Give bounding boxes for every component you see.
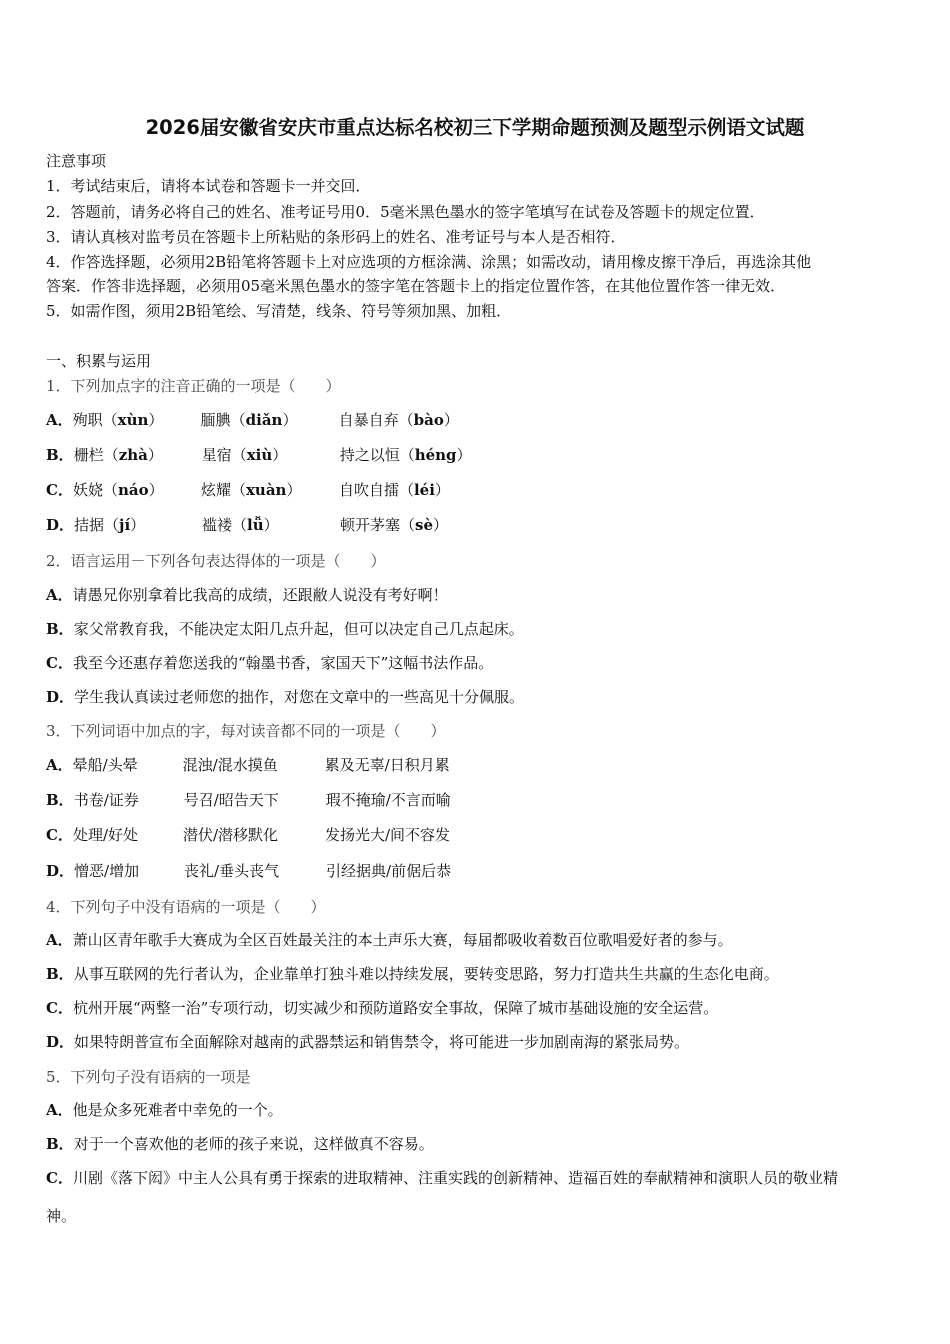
pinyin: xiù: [246, 446, 273, 464]
paren: ）: [443, 411, 459, 429]
notice-heading: 注意事项: [46, 152, 107, 170]
option-word: 褴褛（: [202, 516, 248, 534]
paren: ）: [286, 481, 302, 499]
pinyin: bào: [413, 411, 444, 429]
option-word: 拮据（: [74, 516, 120, 534]
option-row: [46, 1032, 689, 1052]
option-word: 栅栏（: [73, 446, 119, 464]
question-stem: 2．语言运用－下列各句表达得体的一项是（ ）: [46, 552, 386, 570]
option-text: 杭州开展“两整一治”专项行动，切实减少和预防道路安全事故，保障了城市基础设施的安全运营。: [72, 999, 719, 1017]
pinyin: zhà: [118, 446, 148, 464]
option-label: D．: [46, 516, 75, 534]
option-text: 家父常教育我，不能决定太阳几点升起，但可以决定自己几点起床。: [73, 620, 524, 638]
option-text: 从事互联网的先行者认为，企业靠单打独斗难以持续发展，要转变思路，努力打造共生共赢的生态化电商。: [73, 965, 779, 983]
option-word: 殉职（: [72, 411, 118, 429]
option-row: [46, 1100, 283, 1120]
option-label: D．: [46, 688, 75, 706]
option-label: C．: [46, 654, 73, 672]
option-word: 丧礼/垂头丧气: [184, 862, 280, 880]
option-label: D．: [46, 1033, 75, 1051]
option-label: B．: [46, 965, 74, 983]
notice-item: 4．作答选择题，必须用2B铅笔将答题卡上对应选项的方框涂满、涂黑；如需改动，请用橡皮擦干净后，再选涂其他: [46, 253, 812, 271]
option-row: [46, 790, 451, 810]
option-row: [46, 653, 493, 673]
option-word: 顿开茅塞（: [340, 516, 416, 534]
option-word: 持之以恒（: [339, 446, 415, 464]
option-row: [46, 445, 472, 465]
paren: ）: [272, 446, 288, 464]
notice-item: 1．考试结束后，请将本试卷和答题卡一并交回．: [46, 177, 371, 195]
option-label: A．: [46, 756, 73, 774]
option-row: [46, 480, 450, 500]
option-text: 对于一个喜欢他的老师的孩子来说，这样做真不容易。: [73, 1135, 434, 1153]
option-label: D．: [46, 862, 75, 880]
page-title: 2026届安徽省安庆市重点达标名校初三下学期命题预测及题型示例语文试题: [145, 116, 805, 139]
option-word: 腼腆（: [200, 411, 246, 429]
pinyin: jí: [119, 516, 131, 534]
option-word: 星宿（: [201, 446, 247, 464]
option-word: 晕船/头晕: [72, 756, 138, 774]
option-label: C．: [46, 999, 73, 1017]
option-text-continued: 神。: [46, 1207, 77, 1225]
notice-item: 5．如需作图，须用2B铅笔绘、写清楚，线条、符号等须加黑、加粗．: [46, 302, 512, 320]
option-word: 处理/好处: [72, 826, 139, 844]
option-row: [46, 825, 450, 845]
pinyin: xuàn: [245, 481, 287, 499]
paren: ）: [130, 516, 146, 534]
option-label: A．: [46, 586, 73, 604]
notice-item: 3．请认真核对监考员在答题卡上所粘贴的条形码上的姓名、准考证号与本人是否相符．: [46, 228, 626, 246]
option-word: 号召/昭告天下: [183, 791, 279, 809]
option-word: 发扬光大/间不容发: [324, 826, 451, 844]
option-label: C．: [46, 1169, 73, 1187]
option-row: [46, 687, 524, 707]
paren: ）: [433, 516, 449, 534]
pinyin: lǚ: [247, 516, 264, 534]
question-stem: 3．下列词语中加点的字，每对读音都不同的一项是（ ）: [46, 722, 446, 740]
question-stem: 1．下列加点字的注音正确的一项是（ ）: [46, 377, 341, 395]
option-row: [46, 515, 448, 535]
option-word: 潜伏/潜移默化: [182, 826, 279, 844]
option-row: [46, 755, 450, 775]
section-heading: 一、积累与运用: [46, 352, 152, 370]
paren: ）: [282, 411, 298, 429]
pinyin: héng: [414, 446, 457, 464]
option-label: B．: [46, 791, 74, 809]
option-row: [46, 585, 448, 605]
option-text: 如果特朗普宣布全面解除对越南的武器禁运和销售禁令，将可能进一步加剧南海的紧张局势。: [74, 1033, 690, 1051]
paren: ）: [147, 446, 163, 464]
pinyin: sè: [415, 516, 434, 534]
option-word: 累及无辜/日积月累: [324, 756, 450, 774]
option-word: 混浊/混水摸鱼: [182, 756, 278, 774]
paren: ）: [148, 411, 164, 429]
option-word: 炫耀（: [200, 481, 246, 499]
option-label: B．: [46, 446, 74, 464]
option-word: 引经据典/前倨后恭: [326, 862, 452, 880]
option-word: 书卷/证券: [73, 791, 139, 809]
question-stem: 4．下列句子中没有语病的一项是（ ）: [46, 898, 326, 916]
paren: ）: [263, 516, 279, 534]
option-label: B．: [46, 620, 74, 638]
option-text: 川剧《落下闳》中主人公具有勇于探索的进取精神、注重实践的创新精神、造福百姓的奉献精神和演职人员的敬业精: [72, 1169, 838, 1187]
option-word: 妖娆（: [72, 481, 118, 499]
option-row: [46, 1134, 434, 1154]
notice-item: 2．答题前，请务必将自己的姓名、准考证号用0．5毫米黑色墨水的签字笔填写在试卷及答题卡的规定位置．: [46, 203, 765, 221]
option-word: 瑕不掩瑜/不言而喻: [325, 791, 451, 809]
option-text: 萧山区青年歌手大赛成为全区百姓最关注的本土声乐大赛，每届都吸收着数百位歌唱爱好者的参与。: [72, 931, 733, 949]
option-label: A．: [46, 931, 73, 949]
option-text: 学生我认真读过老师您的拙作，对您在文章中的一些高见十分佩服。: [74, 688, 525, 706]
option-label: A．: [46, 411, 73, 429]
option-word: 自暴自弃（: [338, 411, 414, 429]
option-row: [46, 861, 451, 881]
notice-item: 答案．作答非选择题，必须用05毫米黑色墨水的签字笔在答题卡上的指定位置作答，在其他位置作答一律无效．: [46, 277, 786, 295]
option-word: 自吹自擂（: [338, 481, 414, 499]
option-text: 我至今还惠存着您送我的“翰墨书香，家国天下”这幅书法作品。: [72, 654, 494, 672]
option-label: A．: [46, 1101, 73, 1119]
question-stem: 5．下列句子没有语病的一项是: [46, 1068, 251, 1086]
option-row: [46, 410, 459, 430]
pinyin: xùn: [117, 411, 149, 429]
option-row: [46, 619, 524, 639]
option-row: [46, 930, 733, 950]
paren: ）: [434, 481, 450, 499]
option-label: B．: [46, 1135, 74, 1153]
pinyin: léi: [413, 481, 435, 499]
option-label: C．: [46, 826, 73, 844]
option-row: [46, 1168, 838, 1188]
option-label: C．: [46, 481, 73, 499]
pinyin: diǎn: [245, 411, 283, 429]
option-text: 他是众多死难者中幸免的一个。: [72, 1101, 283, 1119]
paren: ）: [456, 446, 472, 464]
option-word: 憎恶/增加: [74, 862, 140, 880]
pinyin: náo: [117, 481, 149, 499]
option-text: 请愚兄你别拿着比我高的成绩，还跟敝人说没有考好啊！: [72, 586, 448, 604]
paren: ）: [148, 481, 164, 499]
option-row: [46, 964, 779, 984]
option-row: [46, 998, 718, 1018]
